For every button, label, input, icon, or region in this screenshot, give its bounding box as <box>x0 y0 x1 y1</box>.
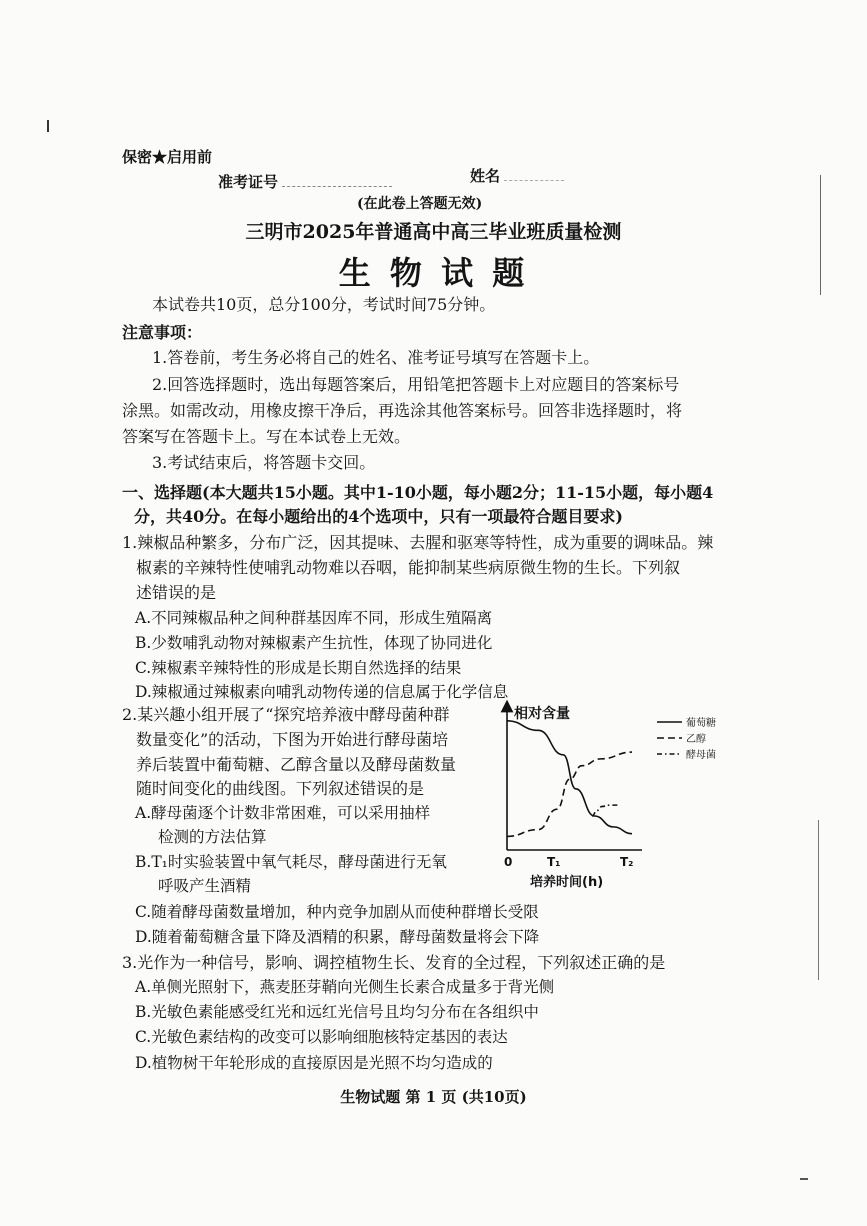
option-b: B.少数哺乳动物对辣椒素产生抗性，体现了协同进化 <box>135 634 493 652</box>
intro-text: 本试卷共10页，总分100分，考试时间75分钟。 <box>152 295 496 314</box>
option-a: A.酵母菌逐个计数非常困难，可以采用抽样 <box>135 804 431 822</box>
series-line-2 <box>592 805 620 816</box>
name-field[interactable] <box>470 165 564 186</box>
question-stem: 随时间变化的曲线图。下列叙述错误的是 <box>136 779 425 798</box>
name-blank[interactable] <box>504 166 564 181</box>
y-axis-label: 相对含量 <box>514 706 570 722</box>
legend-label: 葡萄糖 <box>686 718 716 729</box>
page-footer: 生物试题 第 1 页 (共10页) <box>340 1088 527 1106</box>
notice-item: 2.回答选择题时，选出每题答案后，用铅笔把答题卡上对应题目的答案标号 <box>152 375 680 394</box>
series-layer <box>507 721 632 837</box>
legend-label: 酵母菌 <box>686 750 716 761</box>
legend-label: 乙醇 <box>686 734 706 745</box>
question-stem: 2.某兴趣小组开展了“探究培养液中酵母菌种群 <box>122 705 450 724</box>
subject-title: 生 物 试 题 <box>338 254 529 292</box>
option-b: B.T₁时实验装置中氧气耗尽，酵母菌进行无氧 <box>135 853 447 871</box>
option-c: C.辣椒素辛辣特性的形成是长期自然选择的结果 <box>135 659 462 677</box>
question-stem: 述错误的是 <box>136 583 217 602</box>
confidential-label: 保密★启用前 <box>122 148 213 166</box>
x-tick-label: T₂ <box>620 855 634 869</box>
question-stem: 椒素的辛辣特性使哺乳动物难以吞咽，能抑制某些病原微生物的生长。下列叙 <box>136 558 681 577</box>
x-tick-label: T₁ <box>547 855 561 869</box>
option-a-cont: 检测的方法估算 <box>158 828 267 846</box>
exam-id-blank[interactable] <box>282 172 392 187</box>
scan-edge-mark <box>818 820 819 980</box>
scan-edge-mark <box>47 120 49 132</box>
series-line-1 <box>507 752 632 836</box>
section-heading: 一、选择题(本大题共15小题。其中1-10小题，每小题2分；11-15小题，每小题4 <box>122 483 714 502</box>
notice-item: 3.考试结束后，将答题卡交回。 <box>152 453 376 472</box>
x-tick-label: 0 <box>504 855 513 869</box>
option-b: B.光敏色素能感受红光和远红光信号且均匀分布在各组织中 <box>135 1003 539 1021</box>
question-stem: 3.光作为一种信号，影响、调控植物生长、发育的全过程，下列叙述正确的是 <box>122 953 666 972</box>
question-stem: 数量变化”的活动，下图为开始进行酵母菌培 <box>136 730 449 749</box>
question-stem: 养后装置中葡萄糖、乙醇含量以及酵母菌数量 <box>136 755 457 774</box>
name-label: 姓名 <box>470 167 501 185</box>
option-a: A.不同辣椒品种之间种群基因库不同，形成生殖隔离 <box>135 609 493 627</box>
scan-edge-mark <box>800 1178 808 1180</box>
exam-id-field[interactable] <box>218 171 392 192</box>
yeast-culture-chart <box>492 700 732 890</box>
exam-id-label: 准考证号 <box>218 173 279 191</box>
invalid-note: (在此卷上答题无效) <box>357 196 483 212</box>
question-stem: 1.辣椒品种繁多，分布广泛，因其提味、去腥和驱寒等特性，成为重要的调味品。辣 <box>122 533 714 552</box>
option-d: D.辣椒通过辣椒素向哺乳动物传递的信息属于化学信息 <box>135 683 509 701</box>
notice-item: 涂黑。如需改动，用橡皮擦干净后，再选涂其他答案标号。回答非选择题时，将 <box>122 401 683 420</box>
legend <box>657 716 716 761</box>
exam-title: 三明市2025年普通高中高三毕业班质量检测 <box>245 221 622 243</box>
section-heading: 分，共40分。在每小题给出的4个选项中，只有一项最符合题目要求) <box>134 507 623 526</box>
option-c: C.光敏色素结构的改变可以影响细胞核特定基因的表达 <box>135 1028 508 1046</box>
option-d: D.随着葡萄糖含量下降及酒精的积累，酵母菌数量将会下降 <box>135 928 540 946</box>
x-axis-label: 培养时间(h) <box>530 875 604 890</box>
notice-heading: 注意事项： <box>122 323 203 342</box>
option-d: D.植物树干年轮形成的直接原因是光照不均匀造成的 <box>135 1054 493 1072</box>
notice-item: 1.答卷前，考生务必将自己的姓名、准考证号填写在答题卡上。 <box>152 348 600 367</box>
series-line-0 <box>507 721 632 834</box>
notice-item: 答案写在答题卡上。写在本试卷上无效。 <box>122 427 411 446</box>
option-c: C.随着酵母菌数量增加，种内竞争加剧从而使种群增长受限 <box>135 903 539 921</box>
option-b-cont: 呼吸产生酒精 <box>158 877 252 895</box>
option-a: A.单侧光照射下，燕麦胚芽鞘向光侧生长素合成量多于背光侧 <box>135 978 555 996</box>
